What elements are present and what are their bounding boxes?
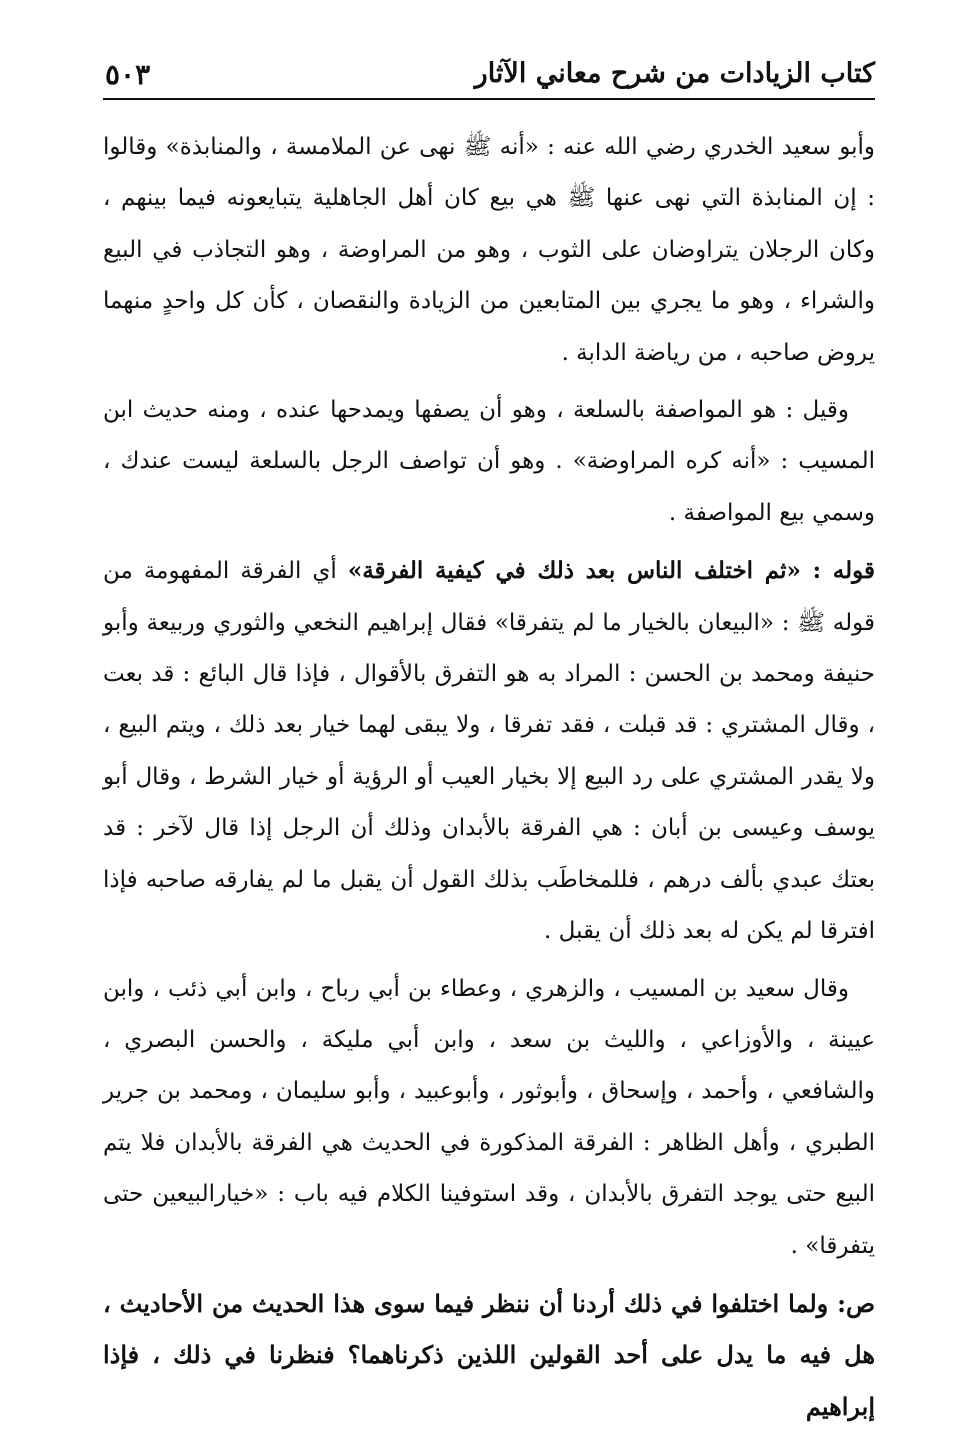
- paragraph-2: وقيل : هو المواصفة بالسلعة ، وهو أن يصفها ويمدحها عنده ، ومنه حديث ابن المسيب : «أنه كره المراوضة» . وهو أن تواصف الرجل بالسلعة ليست عندك ، وسمي بيع المواصفة .: [103, 397, 875, 526]
- book-title: كتاب الزيادات من شرح معاني الآثار: [474, 58, 875, 89]
- paragraph-1: وأبو سعيد الخدري رضي الله عنه : «أنه ﷺ نهى عن الملامسة ، والمنابذة» وقالوا : إن المنابذة التي نهى عنها ﷺ هي بيع كان أهل الجاهلية يتبايعونه فيما بينهم ، وكان الرجلان يتراوضان على الثوب ، وهو من المراوضة ، وهو التجاذب في البيع والشراء ، وهو ما يجري بين المتابعين من الزيادة والنقصان ، كأن كل واحدٍ منهما يروض صاحبه ، من رياضة الدابة .: [103, 134, 875, 366]
- book-page: [103, 52, 875, 1438]
- paragraph-3-text: أي الفرقة المفهومة من قوله ﷺ : «البيعان بالخيار ما لم يتفرقا» فقال إبراهيم النخعي والثوري وربيعة وأبو حنيفة ومحمد بن الحسن : المراد به هو التفرق بالأقوال ، فإذا قال البائع : قد بعت ، وقال المشتري : قد قبلت ، فقد تفرقا ، ولا يبقى لهما خيار بعد ذلك ، ويتم البيع ، ولا يقدر المشتري على رد البيع إلا بخيار العيب أو الرؤية أو خيار الشرط ، وقال أبو يوسف وعيسى بن أبان : هي الفرقة بالأبدان وذلك أن الرجل إذا قال لآخر : قد بعتك عبدي بألف درهم ، فللمخاطَب بذلك القول أن يقبل ما لم يفارقه صاحبه فإذا افترقا لم يكن له بعد ذلك أن يقبل .: [103, 558, 875, 945]
- paragraph-3: [103, 545, 875, 957]
- page-number: ٥٠٣: [105, 58, 151, 91]
- paragraph-3-lead: قوله : «ثم اختلف الناس بعد ذلك في كيفية الفرقة»: [347, 557, 875, 585]
- page-header: [103, 52, 875, 100]
- paragraph-5: ص: ولما اختلفوا في ذلك أردنا أن ننظر فيما سوى هذا الحديث من الأحاديث ، هل فيه ما يدل على أحد القولين اللذين ذكرناهما؟ فنظرنا في ذلك ، فإذا إبراهيم: [103, 1288, 875, 1421]
- page-body: [103, 122, 875, 1432]
- paragraph-4: وقال سعيد بن المسيب ، والزهري ، وعطاء بن أبي رباح ، وابن أبي ذئب ، وابن عيينة ، والأوزاعي ، والليث بن سعد ، وابن أبي مليكة ، والحسن البصري ، والشافعي ، وأحمد ، وإسحاق ، وأبوثور ، وأبوعبيد ، وأبو سليمان ، ومحمد بن جرير الطبري ، وأهل الظاهر : الفرقة المذكورة في الحديث هي الفرقة بالأبدان فلا يتم البيع حتى يوجد التفرق بالأبدان ، وقد استوفينا الكلام فيه باب : «خيارالبيعين حتى يتفرقا» .: [103, 975, 875, 1259]
